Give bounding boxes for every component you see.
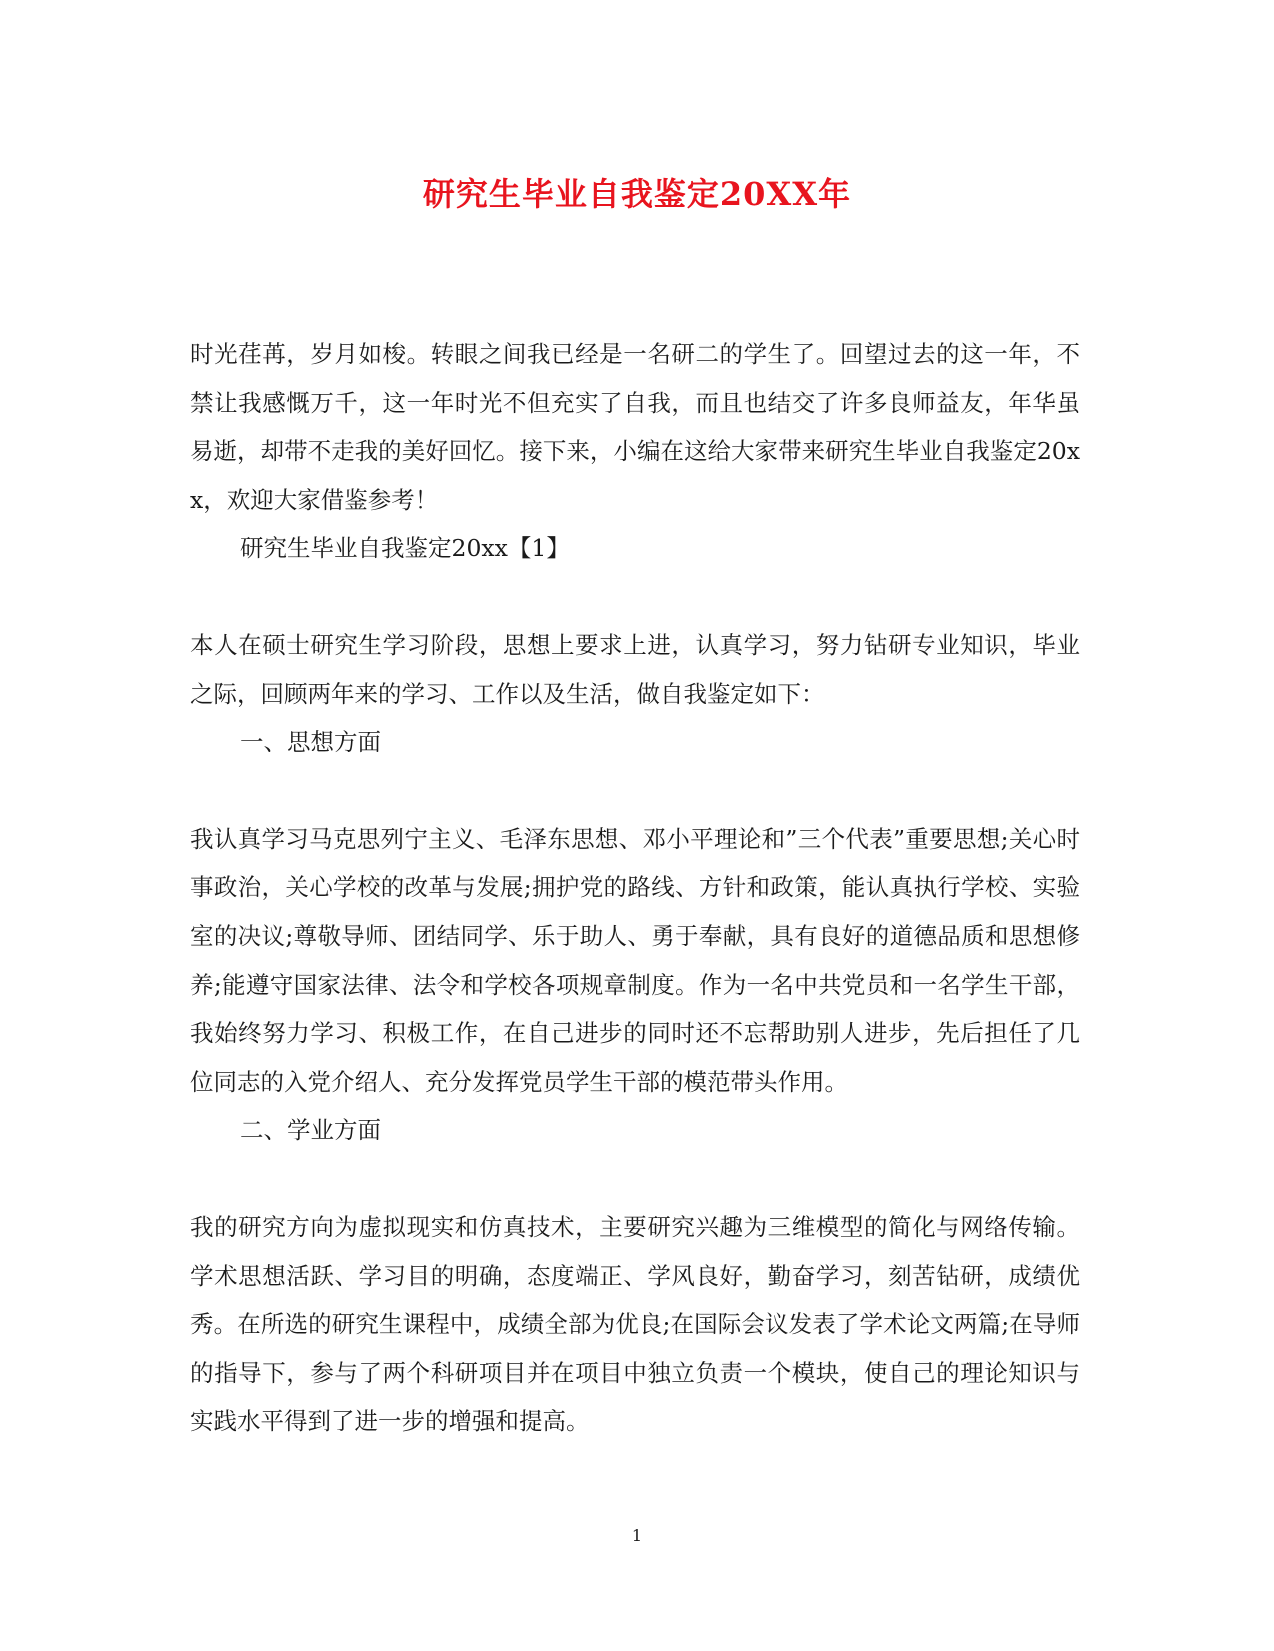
document-title: 研究生毕业自我鉴定20XX年 <box>422 175 852 213</box>
document-body <box>190 330 1080 1446</box>
section-body-thought: 我认真学习马克思列宁主义、毛泽东思想、邓小平理论和”三个代表”重要思想;关心时事政治，关心学校的改革与发展;拥护党的路线、方针和政策，能认真执行学校、实验室的决议;尊敬导师、团结同学、乐于助人、勇于奉献，具有良好的道德品质和思想修养;能遵守国家法律、法令和学校各项规章制度。作为一名中共党员和一名学生干部，我始终努力学习、积极工作，在自己进步的同时还不忘帮助别人进步，先后担任了几位同志的入党介绍人、充分发挥党员学生干部的模范带头作用。 <box>190 824 1080 1096</box>
section-heading-academic: 二、学业方面 <box>240 1116 381 1145</box>
opening-paragraph: 本人在硕士研究生学习阶段，思想上要求上进，认真学习，努力钻研专业知识，毕业之际，回顾两年来的学习、工作以及生活，做自我鉴定如下： <box>190 630 1080 708</box>
section-body-academic: 我的研究方向为虚拟现实和仿真技术，主要研究兴趣为三维模型的简化与网络传输。学术思想活跃、学习目的明确，态度端正、学风良好，勤奋学习，刻苦钻研，成绩优秀。在所选的研究生课程中，成绩全部为优良;在国际会议发表了学术论文两篇;在导师的指导下，参与了两个科研项目并在项目中独立负责一个模块，使自己的理论知识与实践水平得到了进一步的增强和提高。 <box>190 1212 1080 1436</box>
section-heading-thought: 一、思想方面 <box>240 728 381 757</box>
intro-paragraph: 时光荏苒，岁月如梭。转眼之间我已经是一名研二的学生了。回望过去的这一年，不禁让我感慨万千，这一年时光不但充实了自我，而且也结交了许多良师益友，年华虽易逝，却带不走我的美好回忆。接下来，小编在这给大家带来研究生毕业自我鉴定20xx，欢迎大家借鉴参考！ <box>190 340 1080 514</box>
page-number: 1 <box>631 1526 643 1545</box>
subheading: 研究生毕业自我鉴定20xx【1】 <box>240 534 570 563</box>
